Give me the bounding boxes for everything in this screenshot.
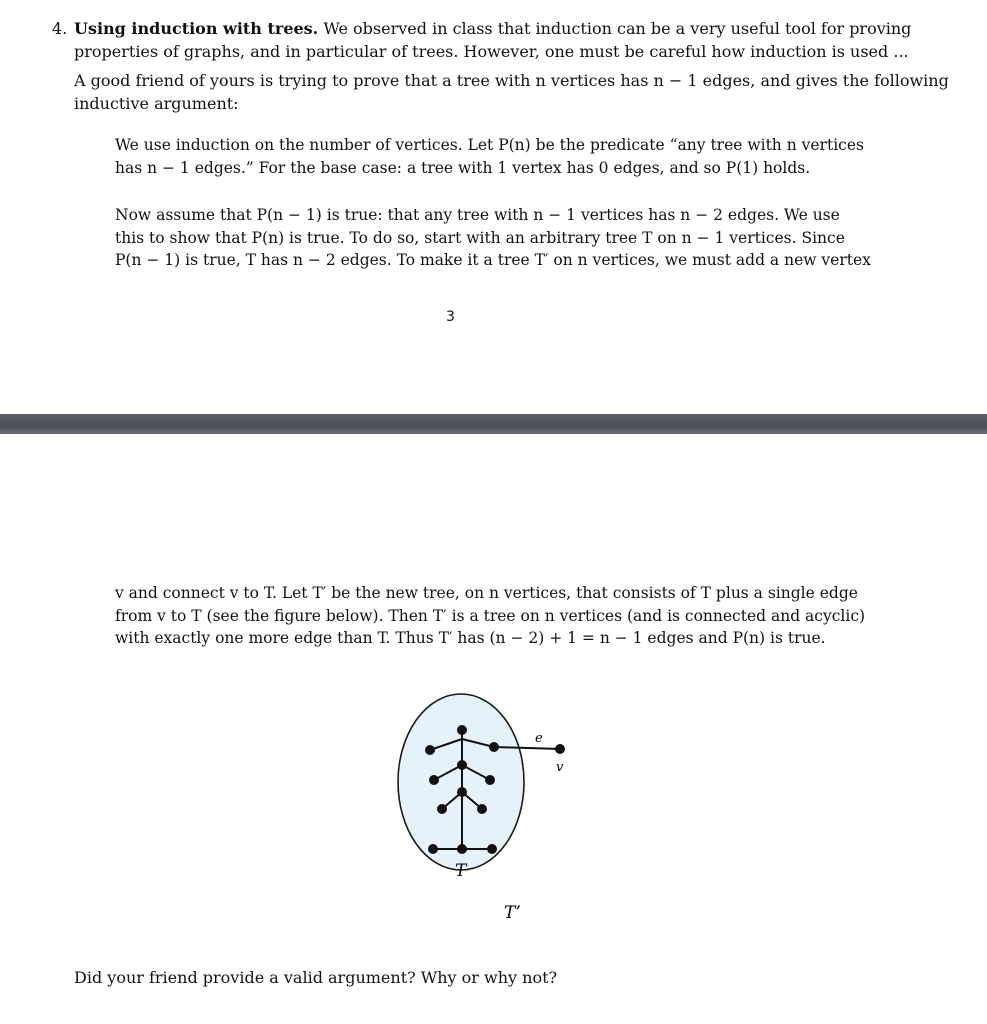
label-v: v — [556, 760, 564, 775]
vertex — [457, 787, 467, 797]
vertex — [489, 742, 499, 752]
vertex — [425, 745, 435, 755]
argument-p2-line3: P(n − 1) is true, T has n − 2 edges. To make it a tree T′ on n vertices, we must add a new vertex — [115, 251, 871, 269]
question-text: Did your friend provide a valid argument? Why or why not? — [74, 968, 558, 987]
argument-p2-line1: Now assume that P(n − 1) is true: that any tree with n − 1 vertices has n − 2 edges. We use — [115, 206, 840, 224]
vertex-v — [555, 744, 565, 754]
problem-heading — [52, 18, 912, 61]
argument-p3-line2: from v to T (see the figure below). Then T′ is a tree on n vertices (and is connected and acyclic) — [115, 606, 866, 625]
argument-p3-line3: with exactly one more edge than T. Thus T′ has (n − 2) + 1 = n − 1 edges and P(n) is true. — [115, 629, 826, 647]
problem-title: Using induction with trees. — [74, 19, 319, 38]
argument-p3-line1: v and connect v to T. Let T′ be the new tree, on n vertices, that consists of T plus a single edge — [115, 584, 858, 602]
vertex — [477, 804, 487, 814]
tree-diagram — [390, 686, 590, 926]
argument-p1-line1: We use induction on the number of vertices. Let P(n) be the predicate “any tree with n vertices — [115, 136, 864, 154]
page-separator — [0, 414, 987, 434]
problem-line1: We observed in class that induction can be a very useful tool for proving — [318, 19, 912, 38]
label-e: e — [535, 731, 543, 746]
vertex — [457, 844, 467, 854]
argument-p1-line2: has n − 1 edges.” For the base case: a tree with 1 vertex has 0 edges, and so P(1) holds. — [115, 158, 811, 177]
page-number: 3 — [446, 309, 455, 325]
problem-number: 4. — [52, 19, 68, 38]
argument-p2-line2: this to show that P(n) is true. To do so, start with an arbitrary tree T on n − 1 vertices. Since — [115, 228, 845, 247]
vertex — [437, 804, 447, 814]
label-T-prime: T’ — [504, 903, 521, 923]
intro-line1: A good friend of yours is trying to prove that a tree with n vertices has n − 1 edges, and gives the following — [74, 71, 949, 90]
argument-paragraph-3 — [115, 582, 865, 650]
intro-paragraph — [74, 70, 949, 115]
vertex — [429, 775, 439, 785]
page-top — [0, 0, 987, 414]
tree-figure — [390, 686, 590, 926]
argument-paragraph-1 — [115, 134, 864, 179]
intro-line2: inductive argument: — [74, 93, 239, 113]
vertex — [457, 725, 467, 735]
vertex — [485, 775, 495, 785]
vertex — [457, 760, 467, 770]
problem-line2: properties of graphs, and in particular of trees. However, one must be careful how induction is used ... — [74, 41, 909, 61]
vertex — [487, 844, 497, 854]
vertex — [428, 844, 438, 854]
argument-paragraph-2 — [115, 204, 871, 272]
label-T: T — [455, 861, 467, 881]
